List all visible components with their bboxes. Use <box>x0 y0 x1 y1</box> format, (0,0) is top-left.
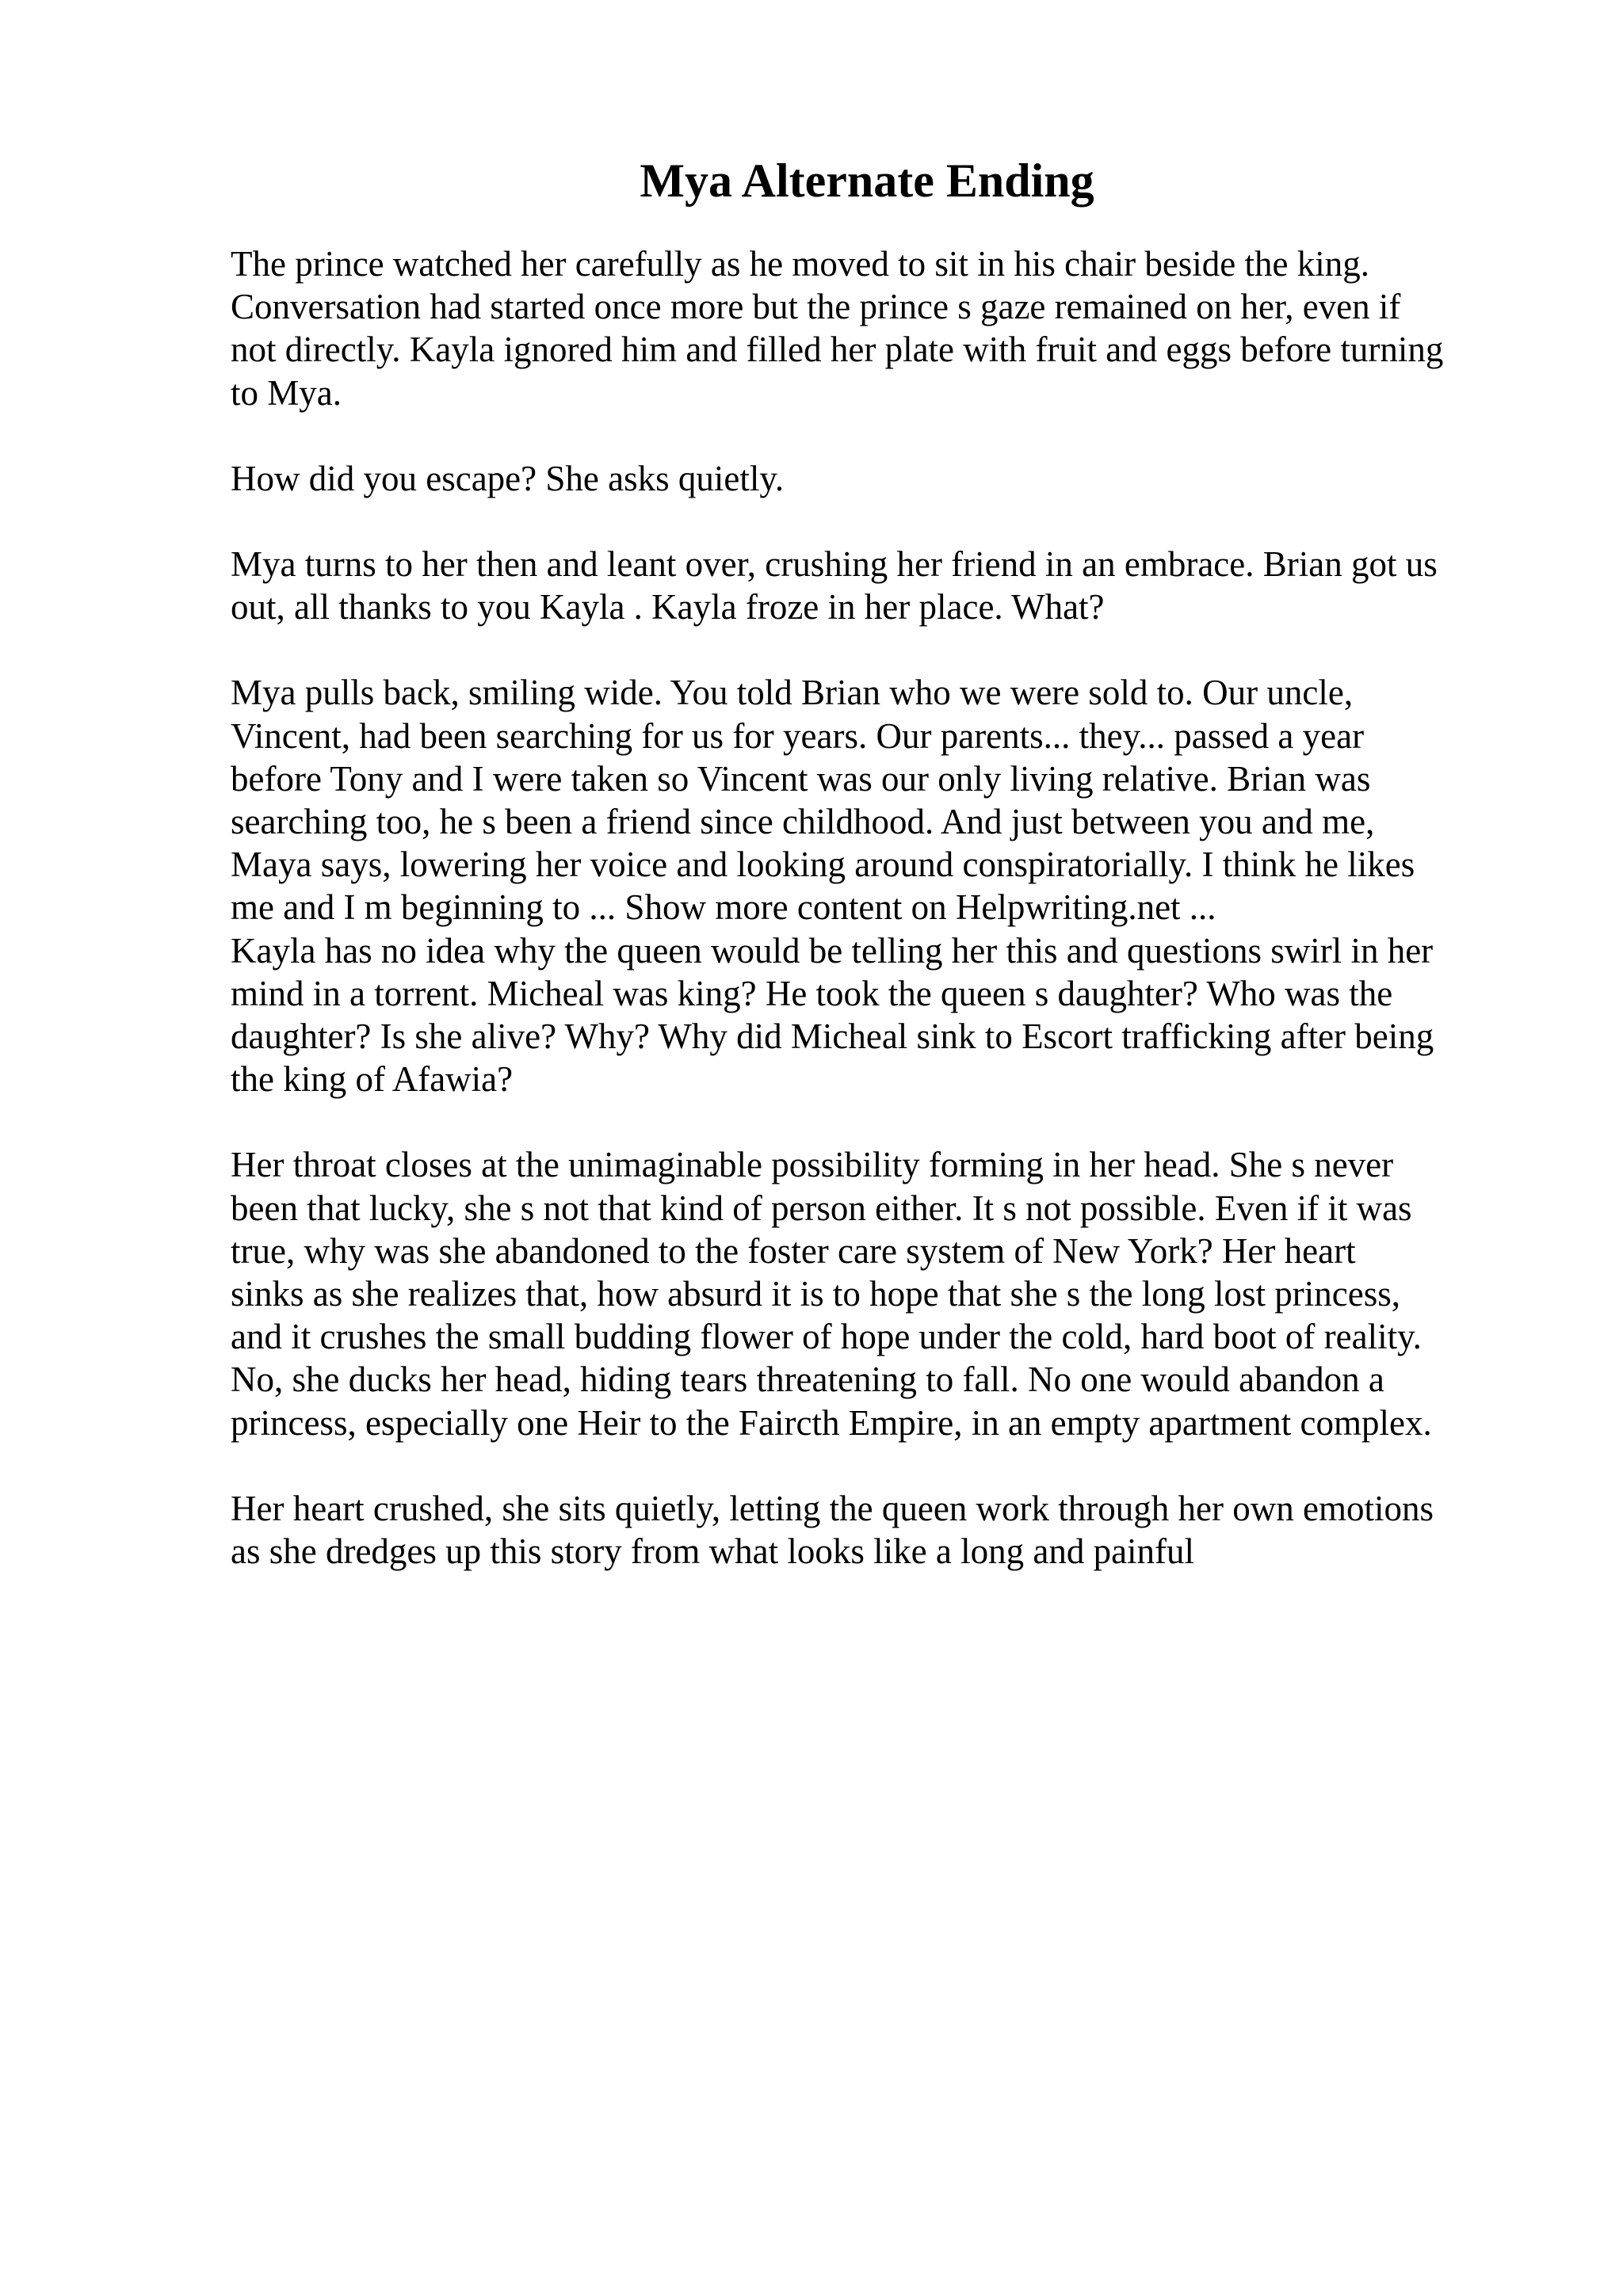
text-line: Conversation had started once more but the prince s gaze remained on her, even if <box>231 287 1401 327</box>
text-line: mind in a torrent. Micheal was king? He took the queen s daughter? Who was the <box>231 973 1393 1013</box>
paragraph-3 <box>231 543 1499 628</box>
paragraph-6 <box>231 1143 1499 1444</box>
text-line: as she dredges up this story from what looks like a long and painful <box>231 1531 1195 1572</box>
text-line: to Mya. <box>231 372 342 413</box>
text-line: been that lucky, she s not that kind of person either. It s not possible. Even if it was <box>231 1188 1412 1228</box>
text-line: How did you escape? She asks quietly. <box>231 458 785 498</box>
text-line: me and I m beginning to ... Show more content on Helpwriting.net ... <box>231 887 1216 928</box>
text-line: sinks as she realizes that, how absurd it is to hope that she s the long lost princess, <box>231 1274 1401 1314</box>
text-line: the king of Afawia? <box>231 1059 514 1100</box>
text-line: Maya says, lowering her voice and looking around conspiratorially. I think he likes <box>231 845 1415 885</box>
paragraph-1 <box>231 242 1499 414</box>
text-line: out, all thanks to you Kayla . Kayla froze in her place. What? <box>231 587 1105 627</box>
text-line: The prince watched her carefully as he moved to sit in his chair beside the king. <box>231 244 1370 284</box>
paragraph-4 <box>231 671 1499 929</box>
text-line: princess, especially one Heir to the Faircth Empire, in an empty apartment complex. <box>231 1402 1432 1443</box>
document-body <box>231 242 1499 1573</box>
text-line: true, why was she abandoned to the foster care system of New York? Her heart <box>231 1230 1356 1271</box>
text-line: daughter? Is she alive? Why? Why did Micheal sink to Escort trafficking after being <box>231 1016 1434 1057</box>
text-line: Mya pulls back, smiling wide. You told Brian who we were sold to. Our uncle, <box>231 673 1354 713</box>
paragraph-5 <box>231 929 1499 1101</box>
text-line: Her heart crushed, she sits quietly, letting the queen work through her own emotions <box>231 1488 1434 1528</box>
text-line: Kayla has no idea why the queen would be telling her this and questions swirl in her <box>231 930 1434 971</box>
text-line: and it crushes the small budding flower of hope under the cold, hard boot of reality. <box>231 1317 1422 1357</box>
text-line: before Tony and I were taken so Vincent was our only living relative. Brian was <box>231 758 1371 799</box>
text-line: Vincent, had been searching for us for years. Our parents... they... passed a year <box>231 715 1365 756</box>
document-title: Mya Alternate Ending <box>640 154 1094 207</box>
paragraph-2 <box>231 457 1499 500</box>
text-line: No, she ducks her head, hiding tears threatening to fall. No one would abandon a <box>231 1360 1384 1400</box>
text-line: Mya turns to her then and leant over, crushing her friend in an embrace. Brian got us <box>231 544 1438 585</box>
paragraph-7 <box>231 1487 1499 1573</box>
text-line: Her throat closes at the unimaginable possibility forming in her head. She s never <box>231 1145 1394 1185</box>
text-line: searching too, he s been a friend since childhood. And just between you and me, <box>231 802 1375 842</box>
text-line: not directly. Kayla ignored him and filled her plate with fruit and eggs before turning <box>231 330 1444 370</box>
